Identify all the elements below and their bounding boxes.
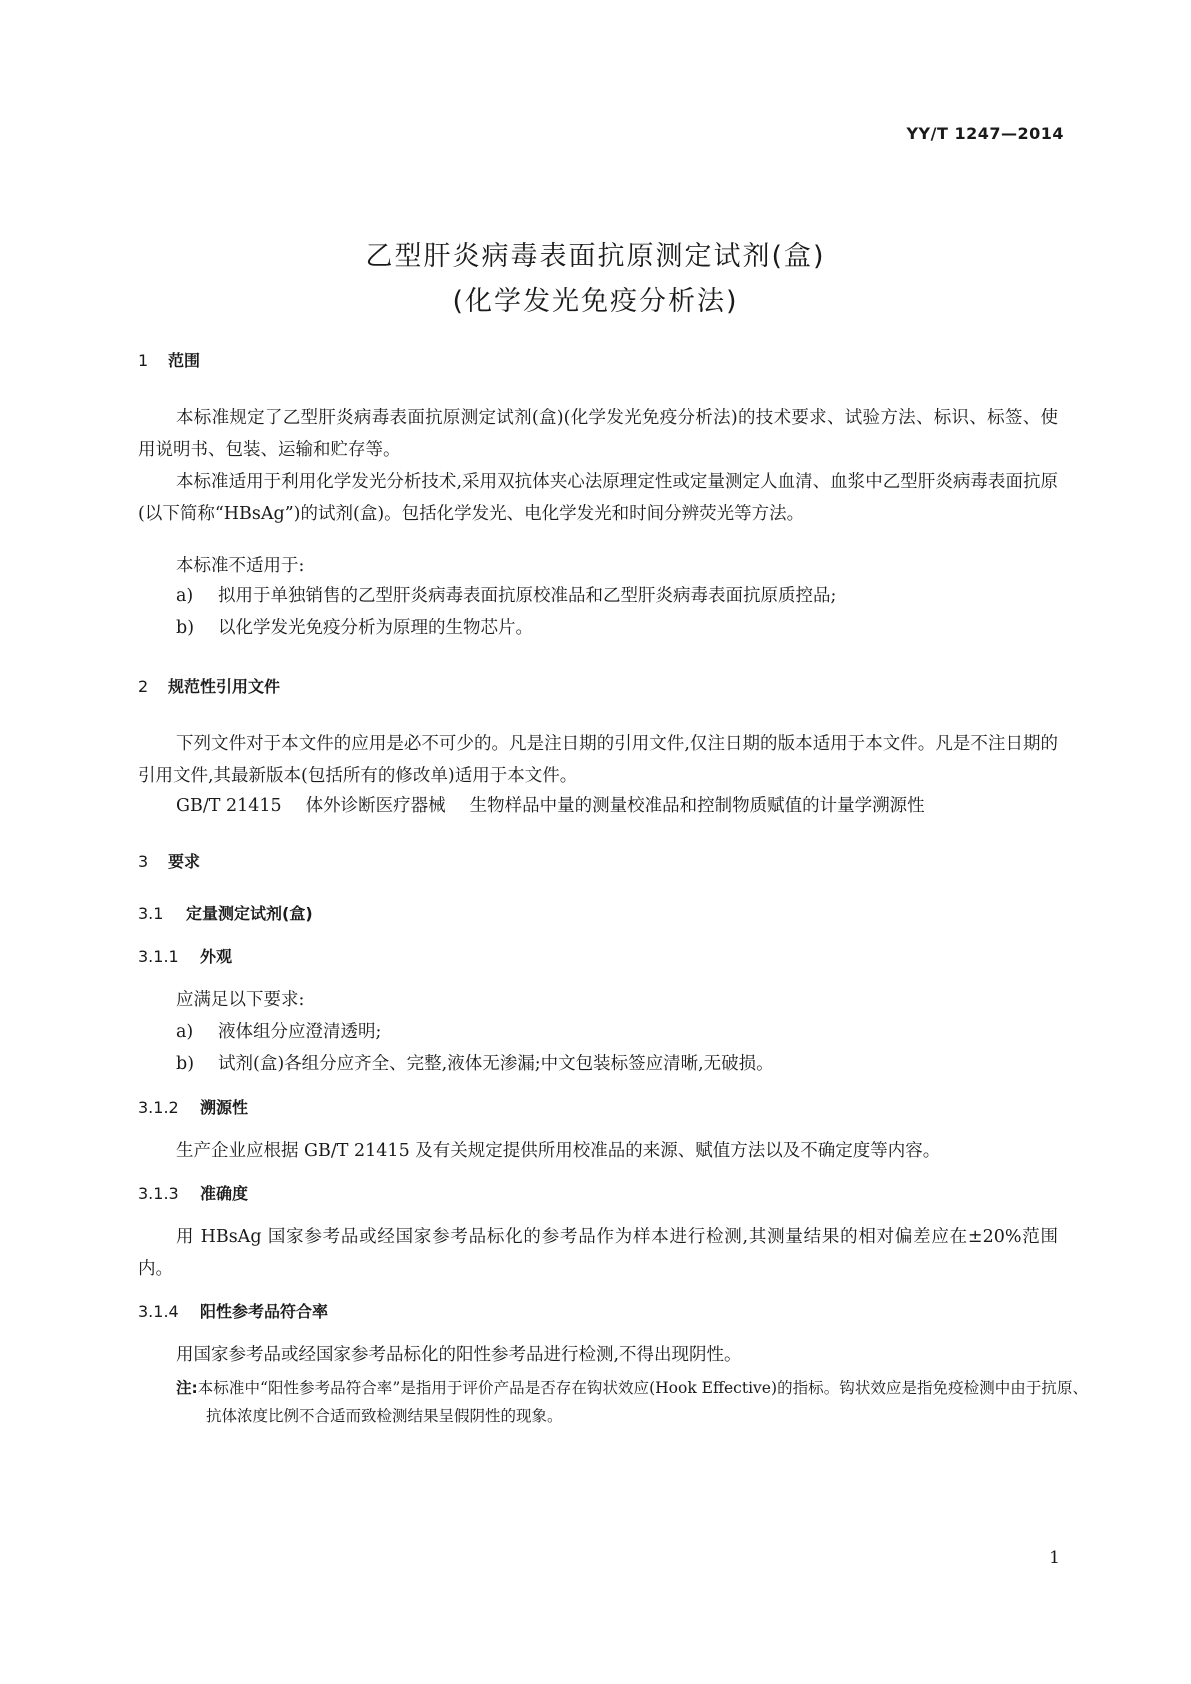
reference-code: GB/T 21415 xyxy=(176,796,282,816)
list-text: 液体组分应澄清透明; xyxy=(218,1022,382,1042)
section-number: 3.1.1 xyxy=(138,947,179,966)
paragraph: 本标准适用于利用化学发光分析技术,采用双抗体夹心法原理定性或定量测定人血清、血浆中乙型肝炎病毒表面抗原(以下简称“HBsAg”)的试剂(盒)。包括化学发光、电化学发光和时间分辨荧光等方法。 xyxy=(138,472,1058,524)
note xyxy=(176,1374,1088,1430)
section-3-heading xyxy=(138,851,200,873)
section-title: 定量测定试剂(盒) xyxy=(186,904,313,923)
subsection-3-1-3-heading xyxy=(138,1183,248,1205)
list-item xyxy=(176,1016,1058,1048)
list-marker: a) xyxy=(176,1022,194,1042)
note-text: 本标准中“阳性参考品符合率”是指用于评价产品是否存在钩状效应(Hook Effective)的指标。钩状效应是指免疫检测中由于抗原、抗体浓度比例不合适而致检测结果呈假阴性的现象。 xyxy=(197,1379,1088,1425)
standard-code: YY/T 1247—2014 xyxy=(906,124,1064,143)
list-text: 以化学发光免疫分析为原理的生物芯片。 xyxy=(218,618,533,638)
list-marker: b) xyxy=(176,618,195,638)
list-text: 拟用于单独销售的乙型肝炎病毒表面抗原校准品和乙型肝炎病毒表面抗原质控品; xyxy=(218,586,837,606)
paragraph: 用国家参考品或经国家参考品标化的阳性参考品进行检测,不得出现阴性。 xyxy=(176,1345,742,1365)
list-marker: b) xyxy=(176,1054,195,1074)
section-number: 3.1.4 xyxy=(138,1302,179,1321)
paragraph: 用 HBsAg 国家参考品或经国家参考品标化的参考品作为样本进行检测,其测量结果的相对偏差应在±20%范围内。 xyxy=(138,1227,1058,1279)
subsection-3-1-1-heading xyxy=(138,946,232,968)
section-title: 范围 xyxy=(168,351,201,370)
section-title: 外观 xyxy=(200,947,233,966)
section-2-heading xyxy=(138,676,280,698)
section-title: 阳性参考品符合率 xyxy=(200,1302,329,1321)
reference-title-b: 生物样品中量的测量校准品和控制物质赋值的计量学溯源性 xyxy=(469,796,925,816)
section-title: 规范性引用文件 xyxy=(168,677,281,696)
paragraph: 本标准不适用于: xyxy=(176,556,305,576)
section-title: 要求 xyxy=(168,852,201,871)
paragraph: 本标准规定了乙型肝炎病毒表面抗原测定试剂(盒)(化学发光免疫分析法)的技术要求、试验方法、标识、标签、使用说明书、包装、运输和贮存等。 xyxy=(138,408,1058,460)
paragraph: 下列文件对于本文件的应用是必不可少的。凡是注日期的引用文件,仅注日期的版本适用于本文件。凡是不注日期的引用文件,其最新版本(包括所有的修改单)适用于本文件。 xyxy=(138,734,1058,786)
list-text: 试剂(盒)各组分应齐全、完整,液体无渗漏;中文包装标签应清晰,无破损。 xyxy=(218,1054,774,1074)
paragraph: 生产企业应根据 GB/T 21415 及有关规定提供所用校准品的来源、赋值方法以及不确定度等内容。 xyxy=(176,1141,941,1161)
list-item xyxy=(176,1048,1058,1080)
section-1-heading xyxy=(138,350,200,372)
title-line-1: 乙型肝炎病毒表面抗原测定试剂(盒) xyxy=(365,241,826,272)
list-marker: a) xyxy=(176,586,194,606)
section-number: 3.1.2 xyxy=(138,1098,179,1117)
page-number: 1 xyxy=(1049,1548,1060,1568)
section-number: 3 xyxy=(138,852,149,871)
normative-reference xyxy=(176,790,925,822)
section-number: 1 xyxy=(138,351,149,370)
subsection-3-1-heading xyxy=(138,903,313,925)
section-title: 溯源性 xyxy=(200,1098,249,1117)
paragraph: 应满足以下要求: xyxy=(176,990,305,1010)
list-item xyxy=(176,612,1058,644)
note-label: 注: xyxy=(176,1379,198,1397)
document-title xyxy=(0,234,1191,324)
section-number: 3.1.3 xyxy=(138,1184,179,1203)
section-title: 准确度 xyxy=(200,1184,249,1203)
reference-title-a: 体外诊断医疗器械 xyxy=(305,796,446,816)
section-number: 3.1 xyxy=(138,904,164,923)
title-line-2: (化学发光免疫分析法) xyxy=(452,286,739,317)
subsection-3-1-2-heading xyxy=(138,1097,248,1119)
list-item xyxy=(176,580,1058,612)
section-number: 2 xyxy=(138,677,149,696)
subsection-3-1-4-heading xyxy=(138,1301,328,1323)
